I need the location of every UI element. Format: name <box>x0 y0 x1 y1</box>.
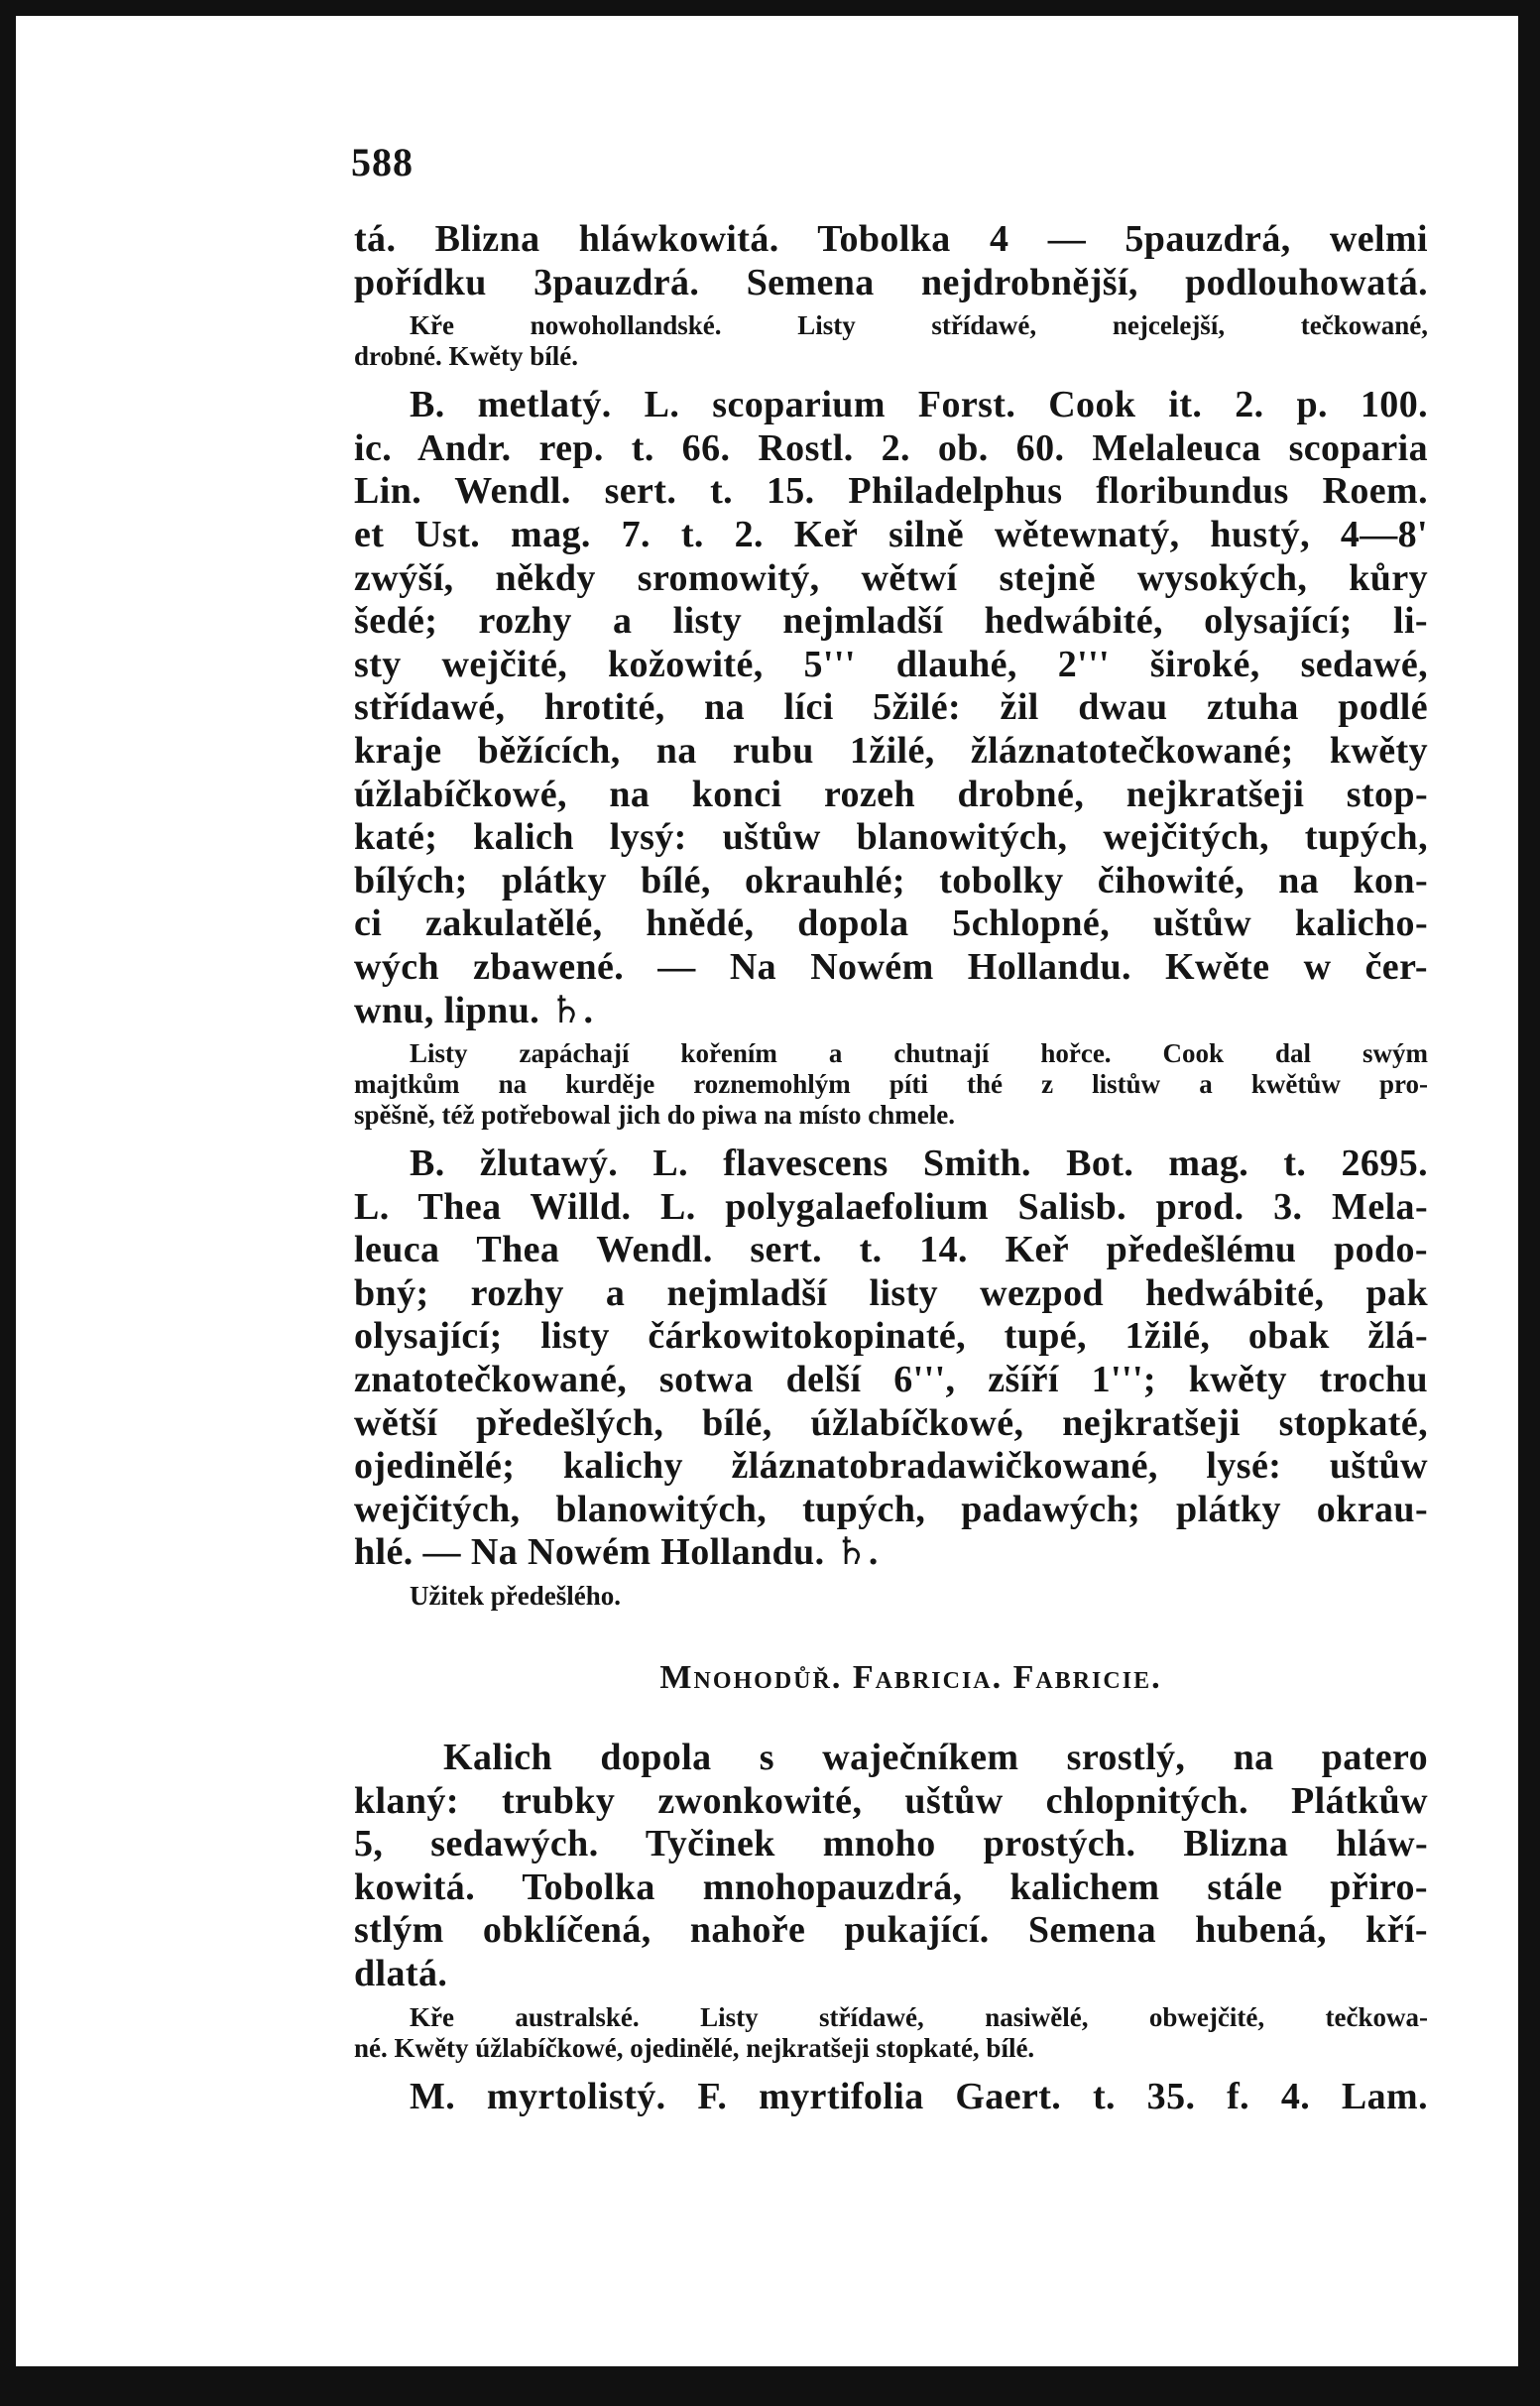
text-line: kraje běžících, na rubu 1žilé, žláznatotečkowané; kwěty <box>354 729 1428 772</box>
scan-border-bottom <box>0 2366 1540 2406</box>
text-line: 5, sedawých. Tyčinek mnoho prostých. Blizna hláw- <box>354 1823 1428 1865</box>
scan-border-left <box>0 0 16 2406</box>
text-line: stlým obklíčená, nahoře pukající. Semena hubená, kří- <box>354 1909 1428 1952</box>
text-line: B. metlatý. L. scoparium Forst. Cook it. 2. p. 100. <box>410 384 1428 426</box>
text-line: Lin. Wendl. sert. t. 15. Philadelphus floribundus Roem. <box>354 470 1428 513</box>
text-line: klaný: trubky zwonkowité, uštůw chlopnitých. Plátkůw <box>354 1779 1428 1822</box>
small-text-line: Kře nowohollandské. Listy střídawé, nejcelejší, tečkowané, <box>410 310 1428 341</box>
text-line: wejčitých, blanowitých, tupých, padawých; plátky okrau- <box>354 1488 1428 1530</box>
text-line: katé; kalich lysý: uštůw blanowitých, wejčitých, tupých, <box>354 816 1428 859</box>
text-line: šedé; rozhy a listy nejmladší hedwábité, olysající; li- <box>354 600 1428 643</box>
text-line: L. Thea Willd. L. polygalaefolium Salisb. prod. 3. Mela- <box>354 1185 1428 1228</box>
text-line: úžlabíčkowé, na konci rozeh drobné, nejkratšeji stop- <box>354 773 1428 815</box>
text-line: dlatá. <box>354 1953 448 1994</box>
small-text-line: Užitek předešlého. <box>410 1581 621 1612</box>
page-body <box>354 218 1428 2118</box>
text-line: zwýší, někdy sromowitý, wětwí stejně wysokých, kůry <box>354 556 1428 599</box>
page-number: 588 <box>351 140 414 184</box>
text-line: bný; rozhy a nejmladší listy wezpod hedwábité, pak <box>354 1271 1428 1314</box>
text-line: olysající; listy čárkowitokopinaté, tupé, 1žilé, obak žlá- <box>354 1315 1428 1358</box>
genus-heading: Mnohodůř. Fabricia. Fabricie. <box>659 1659 1162 1697</box>
text-line: kowitá. Tobolka mnohopauzdrá, kalichem stále přiro- <box>354 1865 1428 1908</box>
small-text-line: Listy zapáchají kořením a chutnají hořce. Cook dal swým <box>410 1038 1428 1069</box>
text-line: wých zbawené. — Na Nowém Hollandu. Kwěte w čer- <box>354 945 1428 988</box>
text-line: ci zakulatělé, hnědé, dopola 5chlopné, uštůw kalicho- <box>354 902 1428 945</box>
small-text-line: spěšně, též potřebowal jich do piwa na místo chmele. <box>354 1100 955 1131</box>
text-line: leuca Thea Wendl. sert. t. 14. Keř předešlému podo- <box>354 1229 1428 1271</box>
text-line: wnu, lipnu. ♄. <box>354 989 594 1031</box>
text-line: pořídku 3pauzdrá. Semena nejdrobnější, podlouhowatá. <box>354 261 1428 303</box>
text-line: bílých; plátky bílé, okrauhlé; tobolky čihowité, na kon- <box>354 859 1428 902</box>
text-line: znatotečkowané, sotwa delší 6''', zšíří 1'''; kwěty trochu <box>354 1359 1428 1401</box>
scan-border-top <box>0 0 1540 16</box>
text-line: Kalich dopola s waječníkem srostlý, na patero <box>443 1737 1428 1779</box>
text-line: tá. Blizna hláwkowitá. Tobolka 4 — 5pauzdrá, welmi <box>354 218 1428 260</box>
text-line: wětší předešlých, bílé, úžlabíčkowé, nejkratšeji stopkaté, <box>354 1401 1428 1444</box>
text-line: M. myrtolistý. F. myrtifolia Gaert. t. 35. f. 4. Lam. <box>410 2075 1428 2117</box>
scan-border-right <box>1518 0 1540 2406</box>
small-text-line: Kře australské. Listy střídawé, nasiwělé, obwejčité, tečkowa- <box>410 2001 1428 2032</box>
small-text-line: drobné. Kwěty bílé. <box>354 341 579 372</box>
text-line: ic. Andr. rep. t. 66. Rostl. 2. ob. 60. Melaleuca scoparia <box>354 426 1428 469</box>
small-text-line: né. Kwěty úžlabíčkowé, ojedinělé, nejkratšeji stopkaté, bílé. <box>354 2032 1035 2063</box>
small-text-line: majtkům na kurděje roznemohlým píti thé z listůw a kwětůw pro- <box>354 1069 1428 1100</box>
text-line: sty wejčité, kožowité, 5''' dlauhé, 2''' široké, sedawé, <box>354 643 1428 685</box>
text-line: B. žlutawý. L. flavescens Smith. Bot. mag. t. 2695. <box>410 1143 1428 1185</box>
text-line: et Ust. mag. 7. t. 2. Keř silně wětewnatý, hustý, 4—8' <box>354 513 1428 555</box>
text-line: hlé. — Na Nowém Hollandu. ♄. <box>354 1531 879 1574</box>
text-line: střídawé, hrotité, na líci 5žilé: žil dwau ztuha podlé <box>354 686 1428 729</box>
text-line: ojedinělé; kalichy žláznatobradawičkowané, lysé: uštůw <box>354 1445 1428 1488</box>
